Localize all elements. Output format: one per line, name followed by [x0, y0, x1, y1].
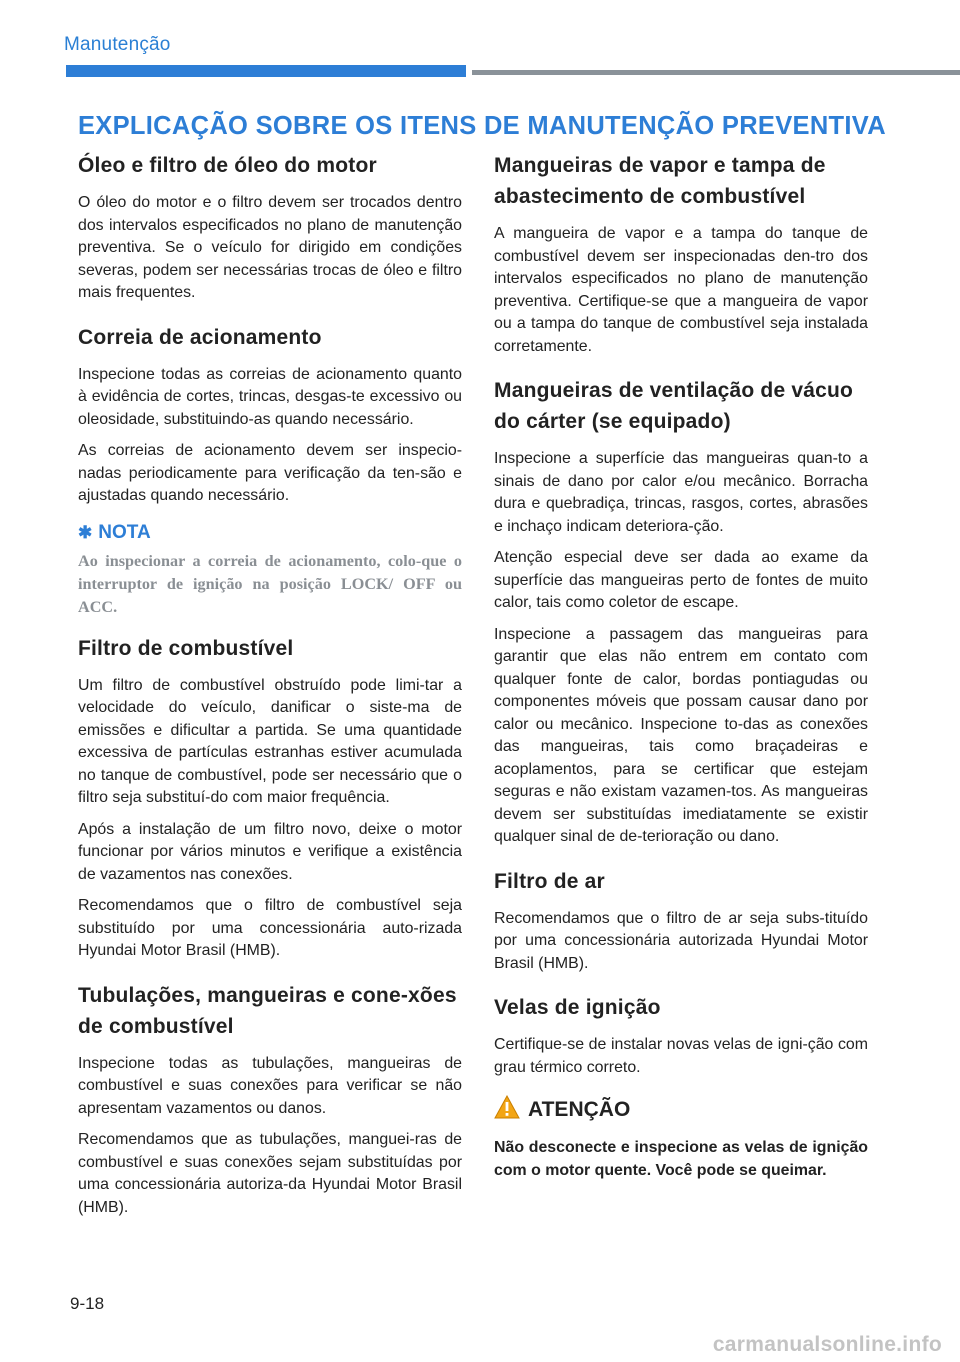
air-filter-heading: Filtro de ar	[494, 869, 605, 893]
warning-triangle-icon	[494, 1095, 520, 1125]
fuel-lines-paragraph-1: Inspecione todas as tubulações, mangueiras de combustível e suas conexões para verificar se não apresentam vazamentos ou danos.	[78, 1054, 462, 1117]
vacuum-paragraph-1: Inspecione a superfície das mangueiras quan-to a sinais de dano por calor e/ou mecânico. Borracha dura e quebradiça, trincas, rasgos, cortes, abrasões e inchaço indicam deteriora-ção.	[494, 450, 868, 535]
header-rule	[472, 70, 960, 75]
note-title-label: NOTA	[98, 521, 151, 543]
vacuum-paragraph-3: Inspecione a passagem das mangueiras para garantir que elas não entrem em contato com qualquer fonte de calor, bordas pontiagudas ou componentes móveis que possam causar dano por calor ou mecânico. Inspecione to-das as conexões das mangueiras, tais como braçadeiras e acoplamentos, para se certificar que estejam seguras e não existam vazamen-tos. As mangueiras devem ser substituídas imediatamente se existir qualquer sinal de de-terioração ou dano.	[494, 625, 868, 845]
warning-body: Não desconecte e inspecione as velas de ignição com o motor quente. Você pode se queimar.	[494, 1139, 868, 1179]
vapor-heading: Mangueiras de vapor e tampa de abastecimento de combustível	[494, 154, 826, 208]
warning-title-label: ATENÇÃO	[528, 1098, 631, 1121]
vacuum-paragraph-2: Atenção especial deve ser dada ao exame da superfície das mangueiras perto de fontes de muito calor, tais como coletor de escape.	[494, 549, 868, 611]
belt-paragraph-2: As correias de acionamento devem ser inspecio-nadas periodicamente para verificação da ten-são e ajustadas quando necessário.	[78, 442, 462, 504]
header-accent-bar	[66, 65, 466, 77]
vacuum-heading: Mangueiras de ventilação de vácuo do cárter (se equipado)	[494, 379, 854, 433]
warning-title	[494, 1095, 868, 1125]
belt-heading: Correia de acionamento	[78, 325, 322, 349]
oil-heading: Óleo e filtro de óleo do motor	[78, 154, 377, 177]
fuel-filter-paragraph-2: Após a instalação de um filtro novo, deixe o motor funcionar por vários minutos e verifique a existência de vazamentos nas conexões.	[78, 820, 462, 883]
asterisk-icon: ✱	[78, 522, 93, 542]
note-body: Ao inspecionar a correia de acionamento, colo-que o interruptor de ignição na posição LOCK/ OFF ou ACC.	[78, 551, 462, 616]
fuel-filter-heading: Filtro de combustível	[78, 636, 294, 660]
vapor-paragraph-1: A mangueira de vapor e a tampa do tanque de combustível devem ser inspecionadas den-tro dos intervalos especificados no plano de manutenção preventiva. Certifique-se que a mangueira de vapor ou a tampa do tanque de combustível seja instalada corretamente.	[494, 225, 868, 355]
air-filter-paragraph-1: Recomendamos que o filtro de ar seja subs-tituído por uma concessionária autorizada Hyundai Motor Brasil (HMB).	[494, 909, 868, 972]
note-title	[78, 522, 462, 544]
chapter-title: Manutenção	[64, 34, 171, 55]
fuel-lines-heading: Tubulações, mangueiras e cone-xões de combustível	[78, 983, 457, 1038]
right-column	[494, 150, 868, 1182]
oil-paragraph-1: O óleo do motor e o filtro devem ser trocados dentro dos intervalos especificados no plano de manutenção preventiva. Se o veículo for dirigido em condições severas, podem ser necessárias trocas de óleo e filtro mais frequentes.	[78, 194, 462, 301]
fuel-filter-paragraph-1: Um filtro de combustível obstruído pode limi-tar a velocidade do veículo, danificar o siste-ma de emissões e dificultar a partida. Se uma quantidade excessiva de partículas estranhas estiver acumulada no tanque de combustível, pode ser necessário que o filtro seja substituí-do com maior frequência.	[78, 676, 462, 806]
watermark: carmanualsonline.info	[712, 1333, 942, 1356]
fuel-filter-paragraph-3: Recomendamos que o filtro de combustível seja substituído por uma concessionária auto-rizada Hyundai Motor Brasil (HMB).	[78, 897, 462, 959]
spark-plugs-paragraph-1: Certifique-se de instalar novas velas de igni-ção com grau térmico correto.	[494, 1036, 868, 1076]
page-number: 9-18	[70, 1294, 105, 1313]
left-column	[78, 150, 462, 1228]
spark-plugs-heading: Velas de ignição	[494, 996, 661, 1019]
belt-paragraph-1: Inspecione todas as correias de acionamento quanto à evidência de cortes, trincas, desgas-te excessivo ou oleosidade, substituindo-as quando necessário.	[78, 365, 462, 428]
section-title: EXPLICAÇÃO SOBRE OS ITENS DE MANUTENÇÃO PREVENTIVA	[78, 112, 886, 140]
fuel-lines-paragraph-2: Recomendamos que as tubulações, manguei-ras de combustível e suas conexões sejam substituídas por uma concessionária autoriza-da Hyundai Motor Brasil (HMB).	[78, 1131, 462, 1216]
